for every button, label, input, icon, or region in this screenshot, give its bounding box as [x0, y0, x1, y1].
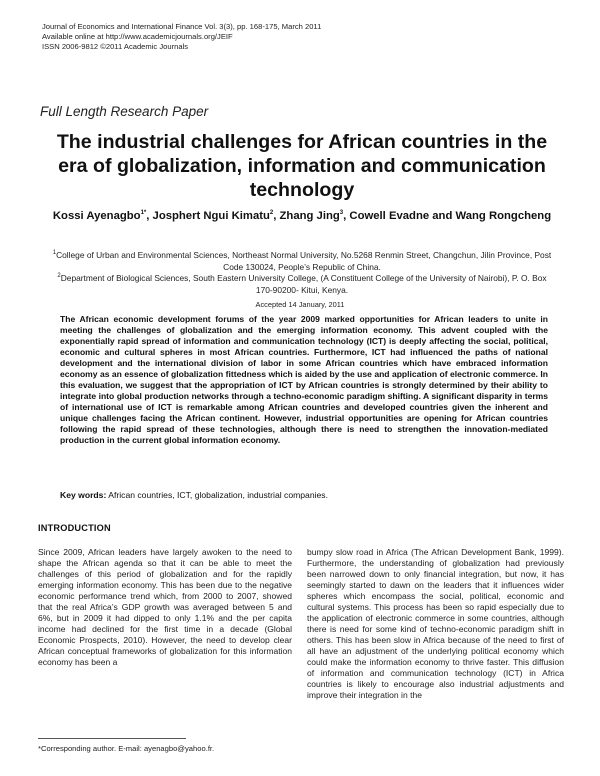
keywords [60, 490, 548, 501]
introduction-left-column: Since 2009, African leaders have largely awoken to the need to shape the African agenda so that it can be able to meet the challenges of this period of globalization and for the rapidly emerging information economy. This has been due to the negative economic performance trend which, from 2000 to 2007, showed that the real Africa’s GDP growth was averaged between 5 and 6%, but in 2009 it had dipped to only 1.1% and the per capita income had declined for the first time in a decade (Global Economic Prospects, 2010). However, the need to develop clear African conceptual frameworks of globalization for this information economy has been a [38, 547, 292, 667]
affiliation-marker: 2 [57, 273, 61, 280]
author-separator: , [343, 210, 350, 222]
author-name: Cowell Evadne and Wang Rongcheng [349, 210, 552, 222]
corresponding-author-footnote: *Corresponding author. E-mail: ayenagbo@yahoo.fr. [38, 744, 215, 753]
keywords-label: Key words: [60, 490, 107, 500]
author-name: Zhang Jing [279, 210, 340, 222]
affiliation-2 [48, 273, 556, 296]
author-separator: , [146, 210, 153, 222]
accepted-date: Accepted 14 January, 2011 [255, 300, 345, 309]
article-type: Full Length Research Paper [40, 104, 209, 119]
introduction-heading: INTRODUCTION [38, 523, 111, 533]
author-separator: , [273, 210, 280, 222]
online-availability: Available online at http://www.academicjournals.org/JEIF [42, 32, 233, 42]
footnote-divider [38, 738, 186, 739]
author-affiliation-mark: 2 [269, 210, 274, 217]
paper-title: The industrial challenges for African countries in the era of globalization, information and communication technology [56, 131, 548, 201]
abstract: The African economic development forums of the year 2009 marked opportunities for African leaders to unite in meeting the challenges of globalization and the emerging information economy. This advent coupled with the exponentially rapid spread of information and communication technology (ICT) is deeply affecting the social, political, economic and cultural spheres in most African countries. Furthermore, ICT had influenced the paths of national development and the international division of labor in some African countries which have embraced information economy as an essence of globalization fittedness which is aided by the use and application of electronic commerce. In this evaluation, we suggest that the appropriation of ICT by African countries is strongly determined by their ability to integrate into global production networks through a techno-economic paradigm shifting. A significant disparity in terms of international use of ICT is remarkable among African countries and developed countries given the inherent and unique challenges facing the African continent. However, industrial opportunities are opening for African countries following the rapid spread of these technologies, although there is need to strengthen the innovation-mediated production in the current global information economy. [60, 314, 548, 445]
affiliation-1 [48, 250, 556, 273]
affiliation-text: Department of Biological Sciences, South Eastern University College, (A Constituent College of the University of Nairobi), P. O. Box 170-90200- Kitui, Kenya. [60, 273, 547, 295]
issn-line: ISSN 2006-9812 ©2011 Academic Journals [42, 42, 189, 52]
author-affiliation-mark: 3 [339, 210, 344, 217]
affiliation-text: College of Urban and Environmental Sciences, Northeast Normal University, No.5268 Renmin Street, Changchun, Jilin Province, Post Code 130024, People’s Republic of China. [56, 250, 552, 272]
journal-citation: Journal of Economics and International Finance Vol. 3(3), pp. 168-175, March 2011 [42, 22, 322, 31]
author-name: Kossi Ayenagbo [52, 210, 141, 222]
keywords-text: African countries, ICT, globalization, industrial companies. [108, 490, 328, 500]
introduction-right-column: bumpy slow road in Africa (The African Development Bank, 1999). Furthermore, the understanding of globalization had previously been narrowed down to only financial integration, but now, it has seemingly started to dawn on the leaders that it influences wider spheres which encompass the social, political, economic and cultural systems. This process has been so rapid especially due to the application of electronic commerce in some countries, although there is need for some kind of techno-economic paradigm shift in others. This has been slow in Africa because of the need to first of all have an adjustment of the underlying political economy which could make the information economy to thrive faster. This diffusion of information and communication technology (ICT) in Africa countries is likely to encourage also industrial adjustments and improve their integration in the [307, 547, 564, 700]
affiliations [48, 250, 556, 296]
author-name: Josphert Ngui Kimatu [152, 210, 270, 222]
author-list [50, 209, 554, 224]
author-affiliation-mark: 1* [140, 210, 147, 217]
affiliation-marker: 1 [52, 250, 57, 257]
journal-header [42, 22, 321, 53]
